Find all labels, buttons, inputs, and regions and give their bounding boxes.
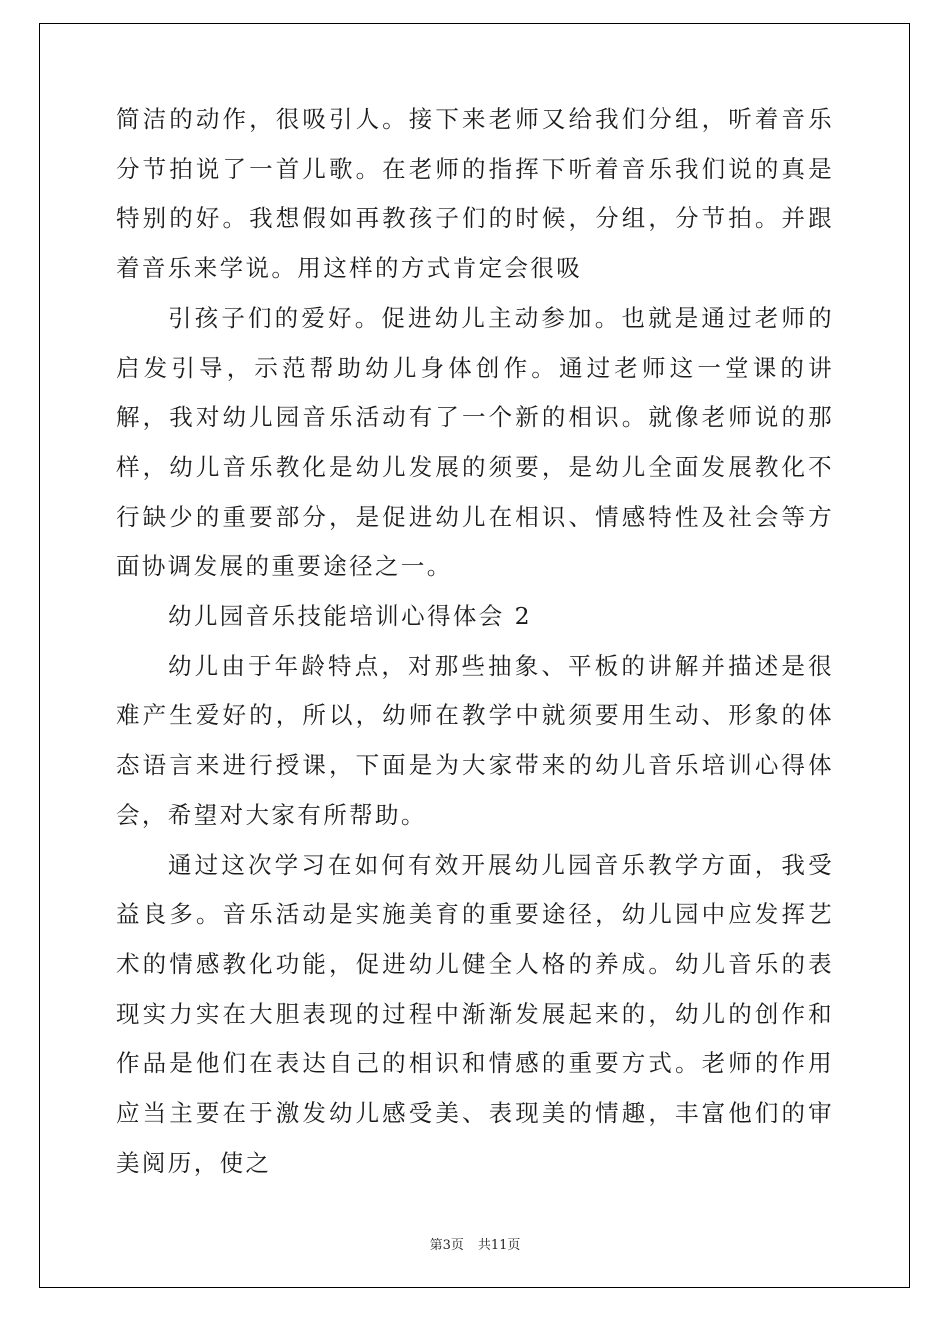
paragraph-continued: 简洁的动作，很吸引人。接下来老师又给我们分组，听着音乐分节拍说了一首儿歌。在老师的指挥下听着音乐我们说的真是特别的好。我想假如再教孩子们的时候，分组，分节拍。并跟着音乐来学说。用这样的方式肯定会很吸 xyxy=(116,105,834,283)
page-footer xyxy=(0,1234,950,1253)
document-body xyxy=(116,95,834,1188)
current-page-number: 第3页 xyxy=(429,1238,464,1253)
total-page-count: 共11页 xyxy=(477,1238,521,1253)
paragraph: 幼儿由于年龄特点，对那些抽象、平板的讲解并描述是很难产生爱好的，所以，幼师在教学中就须要用生动、形象的体态语言来进行授课，下面是为大家带来的幼儿音乐培训心得体会，希望对大家有所帮助。 xyxy=(116,651,834,829)
section-heading: 幼儿园音乐技能培训心得体会 2 xyxy=(168,602,532,631)
paragraph: 引孩子们的爱好。促进幼儿主动参加。也就是通过老师的启发引导，示范帮助幼儿身体创作。通过老师这一堂课的讲解，我对幼儿园音乐活动有了一个新的相识。就像老师说的那样，幼儿音乐教化是幼儿发展的须要，是幼儿全面发展教化不行缺少的重要部分，是促进幼儿在相识、情感特性及社会等方面协调发展的重要途径之一。 xyxy=(116,303,834,581)
paragraph: 通过这次学习在如何有效开展幼儿园音乐教学方面，我受益良多。音乐活动是实施美育的重要途径，幼儿园中应发挥艺术的情感教化功能，促进幼儿健全人格的养成。幼儿音乐的表现实力实在大胆表现的过程中渐渐发展起来的，幼儿的创作和作品是他们在表达自己的相识和情感的重要方式。老师的作用应当主要在于激发幼儿感受美、表现美的情趣，丰富他们的审美阅历，使之 xyxy=(116,850,834,1177)
